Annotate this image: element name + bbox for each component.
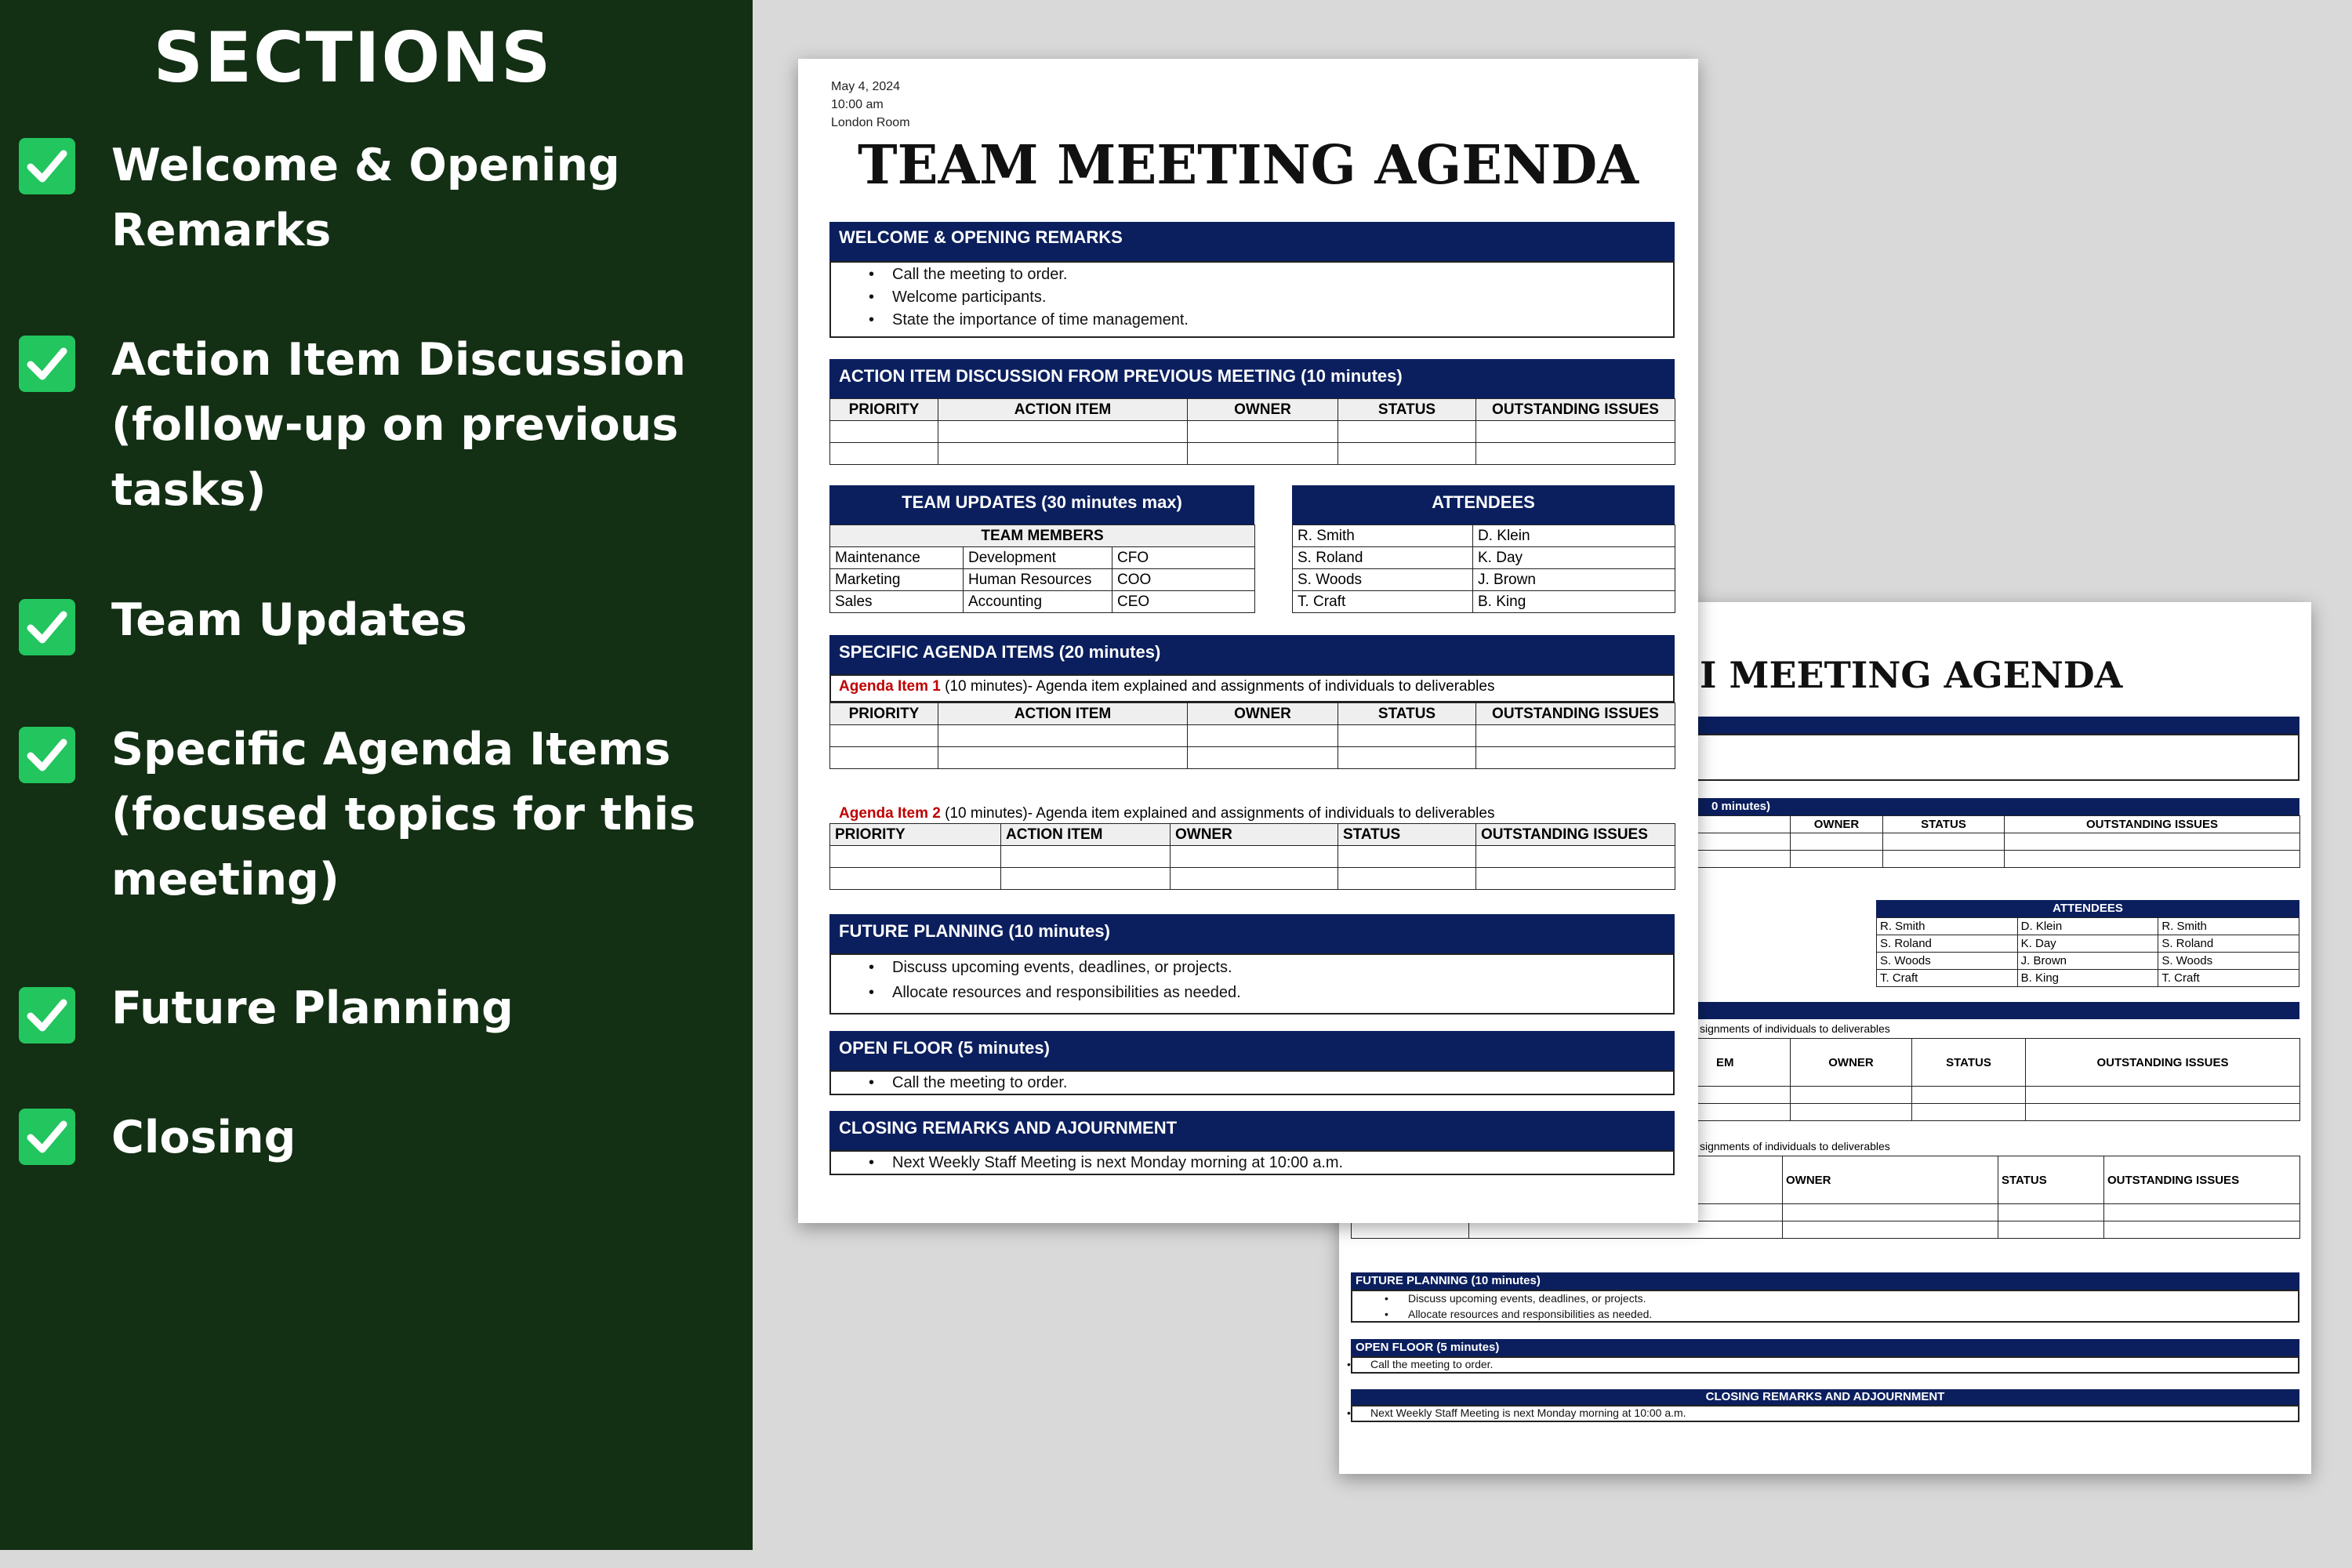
agenda-document-front <box>798 59 1698 1223</box>
specific-header: SPECIFIC AGENDA ITEMS (20 minutes) <box>829 635 1675 674</box>
back-item2-text: signments of individuals to deliverables <box>1700 1140 1890 1152</box>
agenda-item-1-table: PRIORITY ACTION ITEM OWNER STATUS OUTSTANDING ISSUES <box>829 702 1675 769</box>
section-label: Closing <box>111 1112 296 1163</box>
section-label: Action Item Discussion (follow-up on previous tasks) <box>111 334 686 516</box>
back-future-bullet: • Discuss upcoming events, deadlines, or projects. <box>1408 1292 1646 1305</box>
doc-title: TEAM MEETING AGENDA <box>858 134 1639 197</box>
welcome-bullet: • Call the meeting to order. <box>892 266 1067 284</box>
team-updates-header: TEAM UPDATES (30 minutes max) <box>829 485 1254 524</box>
meeting-time: 10:00 am <box>831 98 884 111</box>
back-item1-table: EM OWNER STATUS OUTSTANDING ISSUES <box>1351 1038 2300 1121</box>
meeting-date: May 4, 2024 <box>831 80 901 93</box>
section-label: Future Planning <box>111 982 514 1034</box>
future-header: FUTURE PLANNING (10 minutes) <box>829 914 1675 953</box>
back-closing-header: CLOSING REMARKS AND ADJOURNMENT <box>1351 1389 2299 1405</box>
future-bullet: • Discuss upcoming events, deadlines, or projects. <box>892 959 1232 977</box>
back-open-box <box>1351 1356 2299 1374</box>
back-attendees-table: R. Smith D. Klein R. Smith S. Roland K. Day S. Roland S. Woods J. Brown S. Woods T. Craft B. King T. Craft <box>1876 917 2299 987</box>
back-attendees-header: ATTENDEES <box>1876 900 2299 917</box>
back-future-header: FUTURE PLANNING (10 minutes) <box>1351 1272 2299 1290</box>
closing-header: CLOSING REMARKS AND AJOURNMENT <box>829 1111 1675 1150</box>
back-future-bullet: • Allocate resources and responsibilities as needed. <box>1408 1308 1652 1320</box>
sections-panel <box>0 0 753 1550</box>
welcome-bullet: • State the importance of time management. <box>892 311 1189 329</box>
open-floor-bullet: • Call the meeting to order. <box>892 1074 1067 1092</box>
future-bullet: • Allocate resources and responsibilities as needed. <box>892 984 1241 1002</box>
action-table: PRIORITY ACTION ITEM OWNER STATUS OUTSTANDING ISSUES <box>829 398 1675 465</box>
back-action-table: OWNER STATUS OUTSTANDING ISSUES <box>1351 815 2300 868</box>
attendees-table: R. Smith D. Klein S. Roland K. Day S. Woods J. Brown T. Craft B. King <box>1292 524 1675 613</box>
attendees-header: ATTENDEES <box>1292 485 1675 524</box>
agenda-item-1: Agenda Item 1 (10 minutes)- Agenda item explained and assignments of individuals to deliverables <box>839 678 1495 695</box>
back-closing-bullet: • Next Weekly Staff Meeting is next Monday morning at 10:00 a.m. <box>1370 1406 1686 1419</box>
welcome-bullet: • Welcome participants. <box>892 289 1046 307</box>
back-doc-title: I MEETING AGENDA <box>1700 654 2123 696</box>
action-header: ACTION ITEM DISCUSSION FROM PREVIOUS MEETING (10 minutes) <box>829 359 1675 398</box>
check-icon <box>19 599 75 655</box>
back-open-bullet: • Call the meeting to order. <box>1370 1358 1493 1370</box>
check-icon <box>19 1109 75 1165</box>
section-label: Specific Agenda Items (focused topics for this meeting) <box>111 724 696 906</box>
check-icon <box>19 727 75 783</box>
check-icon <box>19 138 75 194</box>
back-item2-table: OWNER STATUS OUTSTANDING ISSUES <box>1351 1156 2300 1239</box>
open-floor-header: OPEN FLOOR (5 minutes) <box>829 1031 1675 1070</box>
team-members-table: TEAM MEMBERS Maintenance Development CFO Marketing Human Resources COO Sales Accounting CEO <box>829 524 1255 613</box>
sections-title: SECTIONS <box>153 17 553 98</box>
check-icon <box>19 336 75 392</box>
check-icon <box>19 987 75 1044</box>
closing-bullet: • Next Weekly Staff Meeting is next Monday morning at 10:00 a.m. <box>892 1154 1343 1172</box>
back-action-header: 0 minutes) <box>1351 798 2299 815</box>
welcome-header: WELCOME & OPENING REMARKS <box>829 222 1675 261</box>
meeting-location: London Room <box>831 116 910 129</box>
back-item1-text: signments of individuals to deliverables <box>1700 1022 1890 1035</box>
agenda-item-2: Agenda Item 2 (10 minutes)- Agenda item explained and assignments of individuals to deliverables <box>839 805 1495 822</box>
back-open-header: OPEN FLOOR (5 minutes) <box>1351 1339 2299 1356</box>
section-label: Team Updates <box>111 594 467 646</box>
agenda-item-2-table: PRIORITY ACTION ITEM OWNER STATUS OUTSTANDING ISSUES <box>829 823 1675 890</box>
section-label: Welcome & Opening Remarks <box>111 140 620 256</box>
